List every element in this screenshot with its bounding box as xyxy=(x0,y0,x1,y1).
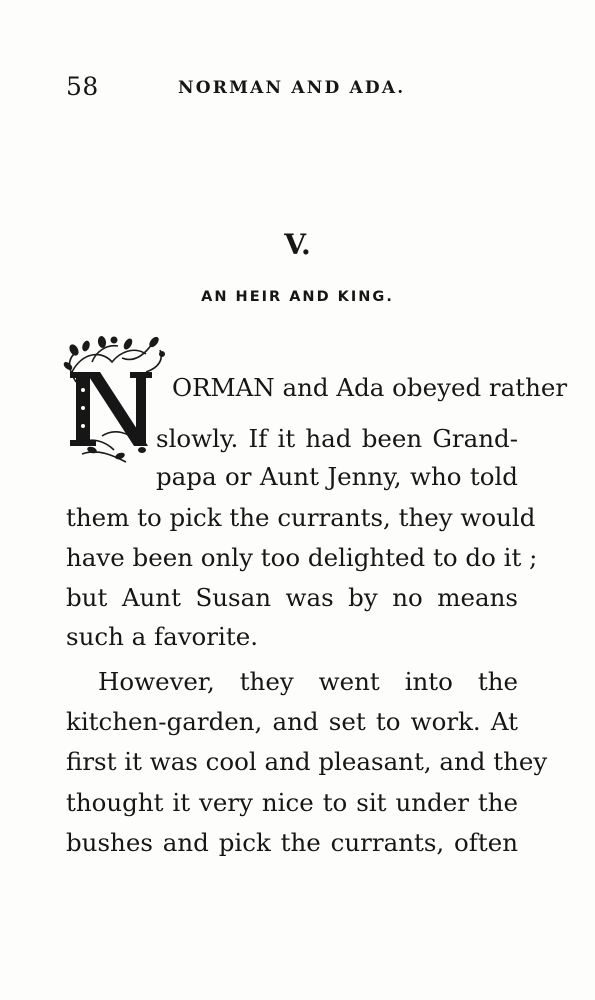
paragraph-line: However, they went into the xyxy=(98,667,518,696)
chapter-number: V. xyxy=(284,228,311,261)
paragraph-line: papa or Aunt Jenny, who told xyxy=(156,462,518,491)
paragraph-line: slowly. If it had been Grand- xyxy=(156,424,518,453)
running-head xyxy=(66,72,506,106)
chapter-title: AN HEIR AND KING. xyxy=(201,289,394,305)
paragraph-line: ORMAN and Ada obeyed rather xyxy=(172,373,568,402)
paragraph-line: but Aunt Susan was by no means xyxy=(66,583,518,612)
paragraph-line: them to pick the currants, they would xyxy=(66,503,536,532)
paragraph-line: first it was cool and pleasant, and they xyxy=(66,747,548,776)
paragraph-line: have been only too delighted to do it ; xyxy=(66,543,538,572)
running-title: NORMAN AND ADA. xyxy=(178,78,406,98)
page-number: 58 xyxy=(66,72,99,101)
paragraph-line: bushes and pick the currants, often xyxy=(66,828,518,857)
drop-cap-initial xyxy=(62,332,168,466)
paragraph-line: thought it very nice to sit under the xyxy=(66,788,518,817)
paragraph-line: such a favorite. xyxy=(66,622,258,651)
ornamental-initial-n-icon xyxy=(62,332,168,466)
paragraph-line: kitchen-garden, and set to work. At xyxy=(66,707,518,736)
